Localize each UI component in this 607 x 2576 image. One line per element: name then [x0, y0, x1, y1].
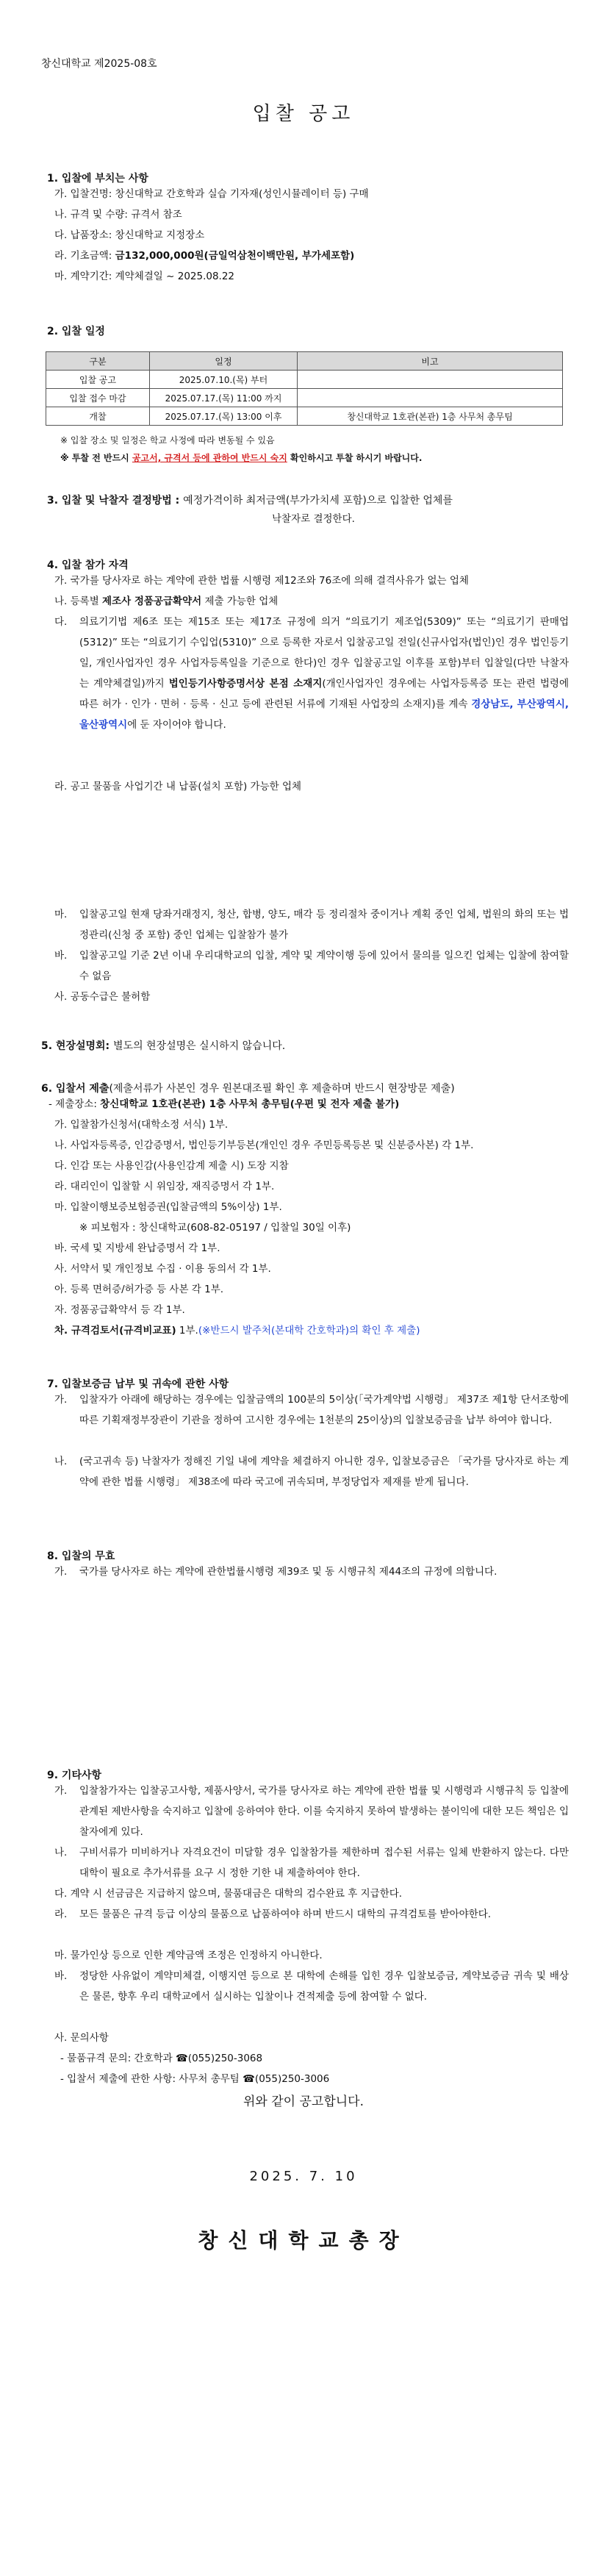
row-label: 입찰 접수 마감 — [46, 389, 150, 407]
s6-cha-blue: (※반드시 발주처(본대학 간호학과)의 확인 후 제출) — [198, 1325, 420, 1337]
s9-ga-label: 가. — [54, 1785, 68, 1797]
s9-item-da: 다. 계약 시 선금금은 지급하지 않으며, 물품대금은 대학의 검수완료 후 지급한다. — [54, 1888, 403, 1900]
s4-item-na — [54, 591, 569, 612]
row-label: 개찰 — [46, 407, 150, 426]
s9-ga-text: 입찰참가자는 입찰공고사항, 제품사양서, 국가를 당사자로 하는 계약에 관한 법률 및 시행령과 시행규칙 등 입찰에 관계된 제반사항을 숙지하고 입찰에 응하여야 한다. 이를 숙지하지 못하여 발생하는 불이익에 대한 모든 책임은 입찰자에게 있다. — [79, 1785, 569, 1838]
s4-ma-label: 마. — [54, 909, 68, 920]
s1-item-ga: 가. 입찰건명: 창신대학교 간호학과 실습 기자재(성인시뮬레이터 등) 구매 — [54, 188, 369, 200]
row-label: 입찰 공고 — [46, 371, 150, 389]
note2-pre: ※ 투찰 전 반드시 — [60, 453, 132, 463]
s9-item-ga — [54, 1781, 569, 1842]
s4-item-sa: 사. 공동수급은 불허함 — [54, 991, 151, 1003]
s6-cha-plain: 1부. — [176, 1325, 198, 1337]
s6-item-a: 아. 등록 면허증/허가증 등 사본 각 1부. — [54, 1284, 224, 1295]
s4-da-text — [79, 612, 569, 735]
row-date: 2025.07.17.(목) 11:00 까지 — [150, 389, 298, 407]
s6-insured-note: ※ 피보험자 : 창신대학교(608-82-05197 / 입찰일 30일 이후) — [79, 1222, 351, 1234]
section-4-heading: 4. 입찰 참가 자격 — [47, 559, 129, 571]
s9-item-na — [54, 1842, 569, 1883]
s7-item-ga — [54, 1389, 569, 1431]
s7-item-na — [54, 1451, 569, 1492]
s6-sub-bold: 창신대학교 1호관(본관) 1층 사무처 총무팀(우편 및 전자 제출 불가) — [100, 1098, 400, 1110]
issuer-name: 창신대학교총장 — [198, 2228, 409, 2253]
s4-na-bold: 제조사 정품공급확약서 — [102, 595, 202, 607]
document-number: 창신대학교 제2025-08호 — [41, 58, 157, 70]
s1-item-ra — [54, 246, 569, 266]
s9-item-ba — [54, 1966, 569, 2007]
table-row — [46, 407, 563, 426]
s9-ra-label: 라. — [54, 1908, 68, 1920]
s4-item-da — [54, 612, 569, 735]
schedule-table — [46, 351, 563, 426]
s4-item-ra: 라. 공고 물품을 사업기간 내 납품(설치 포함) 가능한 업체 — [54, 781, 302, 793]
s9-contact-spec: - 물품규격 문의: 간호학과 ☎(055)250-3068 — [60, 2053, 263, 2064]
s9-contact-submit: - 입찰서 제출에 관한 사항: 사무처 총무팀 ☎(055)250-3006 — [60, 2073, 330, 2085]
s4-ba-text: 입찰공고일 기준 2년 이내 우리대학교의 입찰, 계약 및 계약이행 등에 있어서 물의를 일으킨 업체는 입찰에 참여할 수 없음 — [79, 950, 569, 982]
col-header-type: 구분 — [46, 352, 150, 371]
row-note — [298, 371, 563, 389]
schedule-note-1: ※ 입찰 장소 및 일정은 학교 사정에 따라 변동될 수 있음 — [60, 435, 275, 446]
s9-na-label: 나. — [54, 1847, 68, 1858]
section-7-heading: 7. 입찰보증금 납부 및 귀속에 관한 사항 — [47, 1378, 229, 1390]
col-header-note: 비고 — [298, 352, 563, 371]
page-title: 입찰 공고 — [252, 103, 355, 125]
s3-heading-text: 3. 입찰 및 낙찰자 결정방법 : — [47, 495, 184, 507]
schedule-note-2 — [60, 451, 422, 464]
s9-item-ma: 마. 물가인상 등으로 인한 계약금액 조정은 인정하지 아니한다. — [54, 1950, 323, 1961]
section-9-heading: 9. 기타사항 — [47, 1770, 102, 1781]
s5-text: 별도의 현장설명은 실시하지 않습니다. — [113, 1040, 286, 1052]
s9-item-ra — [54, 1904, 569, 1925]
s6-sub-pre: - 제출장소: — [49, 1098, 101, 1110]
s3-text-2: 낙찰자로 결정한다. — [272, 513, 355, 525]
s7-na-text: (국고귀속 등) 낙찰자가 정해진 기일 내에 계약을 체결하지 아니한 경우, 입찰보증금은 「국가를 당사자로 하는 계약에 관한 법률 시행령」 제38조에 따라 국고에 귀속되며, 부정당업자 제재를 받게 됩니다. — [79, 1456, 569, 1488]
s9-ra-text: 모든 물품은 규격 등급 이상의 물품으로 납품하여야 하며 반드시 대학의 규격검토를 받아야한다. — [79, 1908, 492, 1920]
s6-item-ja: 자. 정품공급확약서 등 각 1부. — [54, 1304, 185, 1316]
s9-ba-text: 정당한 사유없이 계약미체결, 이행지연 등으로 본 대학에 손해를 입힌 경우 입찰보증금, 계약보증금 귀속 및 배상은 물론, 향후 우리 대학교에서 실시하는 입찰이나 견적제출 등에 참여할 수 없다. — [79, 1970, 569, 2003]
s1-item-ma: 마. 계약기간: 계약체결일 ~ 2025.08.22 — [54, 271, 235, 282]
s4-da-regions: 경상남도, 부산광역시, 울산광역시 — [79, 698, 569, 731]
section-3-heading — [47, 493, 453, 507]
s1-item-da: 다. 납품장소: 창신대학교 지정장소 — [54, 229, 205, 241]
s8-ga-text: 국가를 당사자로 하는 계약에 관한법률시행령 제39조 및 동 시행규칙 제44조의 규정에 의합니다. — [79, 1566, 498, 1578]
s4-da-p2: (개인사업자인 경우에는 사업자등록증 또는 관련 법령에 따른 허가 · 인가 · 면허 · 등록 · 신고 등에 관련된 서류에 기재된 사업장의 소재지)를 계속 — [79, 678, 569, 710]
s7-ga-text: 입찰자가 아래에 해당하는 경우에는 입찰금액의 100분의 5이상(「국가계약법 시행령」 제37조 제1항 단서조항에 따른 기획재정부장관이 기관을 정하여 고시한 경우에는 1천분의 25이상)의 입찰보증금을 납부 하여야 합니다. — [79, 1394, 569, 1426]
note2-warning: 공고서, 규격서 등에 관하여 반드시 숙지 — [132, 453, 287, 463]
s8-ga-label: 가. — [54, 1566, 68, 1578]
s4-da-label: 다. — [54, 616, 68, 628]
s6-item-ba: 바. 국세 및 지방세 완납증명서 각 1부. — [54, 1242, 220, 1254]
s8-item-ga — [54, 1561, 569, 1582]
s6-heading-plain: (제출서류가 사본인 경우 원본대조필 확인 후 제출하며 반드시 현장방문 제출) — [109, 1083, 455, 1095]
s9-ba-label: 바. — [54, 1970, 68, 1982]
s4-da-p3: 에 둔 자이어야 합니다. — [127, 719, 226, 731]
s1-item-na: 나. 규격 및 수량: 규격서 참조 — [54, 209, 182, 221]
s4-na-pre: 나. 등록별 — [54, 595, 103, 607]
note2-post: 확인하시고 투찰 하시기 바랍니다. — [287, 453, 423, 463]
s6-item-na: 나. 사업자등록증, 인감증명서, 법인등기부등본(개인인 경우 주민등록등본 및 신분증사본) 각 1부. — [54, 1139, 474, 1151]
section-1-heading: 1. 입찰에 부치는 사항 — [47, 173, 148, 185]
s9-item-sa: 사. 문의사항 — [54, 2032, 109, 2044]
row-date: 2025.07.10.(목) 부터 — [150, 371, 298, 389]
row-note — [298, 389, 563, 407]
s4-ma-text: 입찰공고일 현재 당좌거래정지, 청산, 합병, 양도, 매각 등 정리절차 중이거나 계획 중인 업체, 법원의 화의 또는 법정관리(신청 중 포함) 중인 업체는 입찰참가 불가 — [79, 909, 569, 941]
section-2-heading: 2. 입찰 일정 — [47, 326, 105, 337]
s1-item-ra-label: 라. 기초금액: — [54, 250, 115, 262]
s4-da-bold: 법인등기사항증명서상 본점 소재지 — [168, 678, 323, 690]
s9-na-text: 구비서류가 미비하거나 자격요건이 미달할 경우 입찰참가를 제한하며 접수된 서류는 일체 반환하지 않는다. 다만 대학이 필요로 추가서류를 요구 시 정한 기한 내 제출하여야 한다. — [79, 1847, 569, 1879]
s7-ga-label: 가. — [54, 1394, 68, 1406]
s6-cha-bold: 차. 규격검토서(규격비교표) — [54, 1325, 176, 1337]
closing-statement: 위와 같이 공고합니다. — [243, 2094, 364, 2109]
s4-ba-label: 바. — [54, 950, 68, 962]
s6-item-cha — [54, 1320, 569, 1341]
s6-item-ma: 마. 입찰이행보증보험증권(입찰금액의 5%이상) 1부. — [54, 1201, 282, 1213]
s3-text-1: 예정가격이하 최저금액(부가가치세 포함)으로 입찰한 업체를 — [183, 495, 453, 507]
s6-item-sa: 사. 서약서 및 개인정보 수집 · 이용 동의서 각 1부. — [54, 1263, 271, 1275]
row-note: 창신대학교 1호관(본관) 1층 사무처 총무팀 — [298, 407, 563, 426]
section-8-heading: 8. 입찰의 무효 — [47, 1550, 115, 1562]
table-row — [46, 371, 563, 389]
s6-item-da: 다. 인감 또는 사용인감(사용인감계 제출 시) 도장 지참 — [54, 1160, 289, 1172]
s4-na-post: 제출 가능한 업체 — [201, 595, 279, 607]
row-date: 2025.07.17.(목) 13:00 이후 — [150, 407, 298, 426]
section-6-heading — [41, 1081, 455, 1095]
s6-submit-location — [49, 1094, 563, 1115]
s6-heading-text: 6. 입찰서 제출 — [41, 1083, 109, 1095]
announcement-date: 2025. 7. 10 — [249, 2169, 358, 2184]
s6-item-ga: 가. 입찰참가신청서(대학소정 서식) 1부. — [54, 1119, 229, 1131]
col-header-date: 일정 — [150, 352, 298, 371]
s4-item-ma — [54, 904, 569, 945]
schedule-header-row — [46, 352, 563, 371]
s7-na-label: 나. — [54, 1456, 68, 1467]
s5-heading-text: 5. 현장설명회: — [41, 1040, 114, 1052]
s4-da-p1: 의료기기법 제6조 또는 제15조 또는 제17조 규정에 의거 “의료기기 제조업(5309)” 또는 “의료기기 판매업(5312)” 또는 “의료기기 수입업(5310)” 으로 등록한 자로서 입찰공고일 전일(신규사업자(법인)인 경우 법인등기일, 개인사업자인 경우 사업자등록일을 기준으로 한다)인 경우 입찰공고일 이후를 포함)부터 입찰일(다만 낙찰자는 계약체결일)까지 — [79, 616, 569, 690]
base-amount: 금132,000,000원(금일억삼천이백만원, 부가세포함) — [115, 250, 355, 262]
s4-item-ba — [54, 945, 569, 987]
s4-item-ga: 가. 국가를 당사자로 하는 계약에 관한 법률 시행령 제12조와 76조에 의해 결격사유가 없는 업체 — [54, 575, 469, 587]
s6-item-ra: 라. 대리인이 입찰할 시 위임장, 재직증명서 각 1부. — [54, 1181, 275, 1192]
table-row — [46, 389, 563, 407]
section-5-heading — [41, 1038, 285, 1053]
